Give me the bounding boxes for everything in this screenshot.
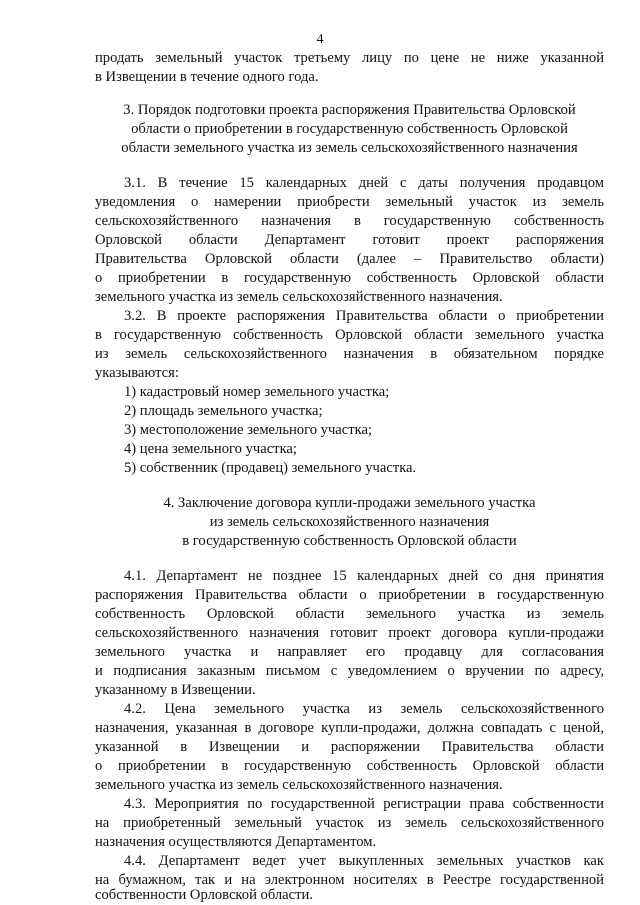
paragraph-4-1-line: 4.1. Департамент не позднее 15 календарных дней со дня принятия	[124, 568, 604, 584]
paragraph-4-1-line: распоряжения Правительства области о приобретении в государственную	[95, 587, 604, 603]
paragraph-4-4-line: собственности Орловской области.	[95, 887, 313, 903]
paragraph-3-1-line: 3.1. В течение 15 календарных дней с даты получения продавцом	[124, 175, 604, 191]
paragraph-4-2-line: назначения, указанная в договоре купли-продажи, должна совпадать с ценой,	[95, 720, 604, 736]
paragraph-4-3-line: на приобретенный земельный участок из земель сельскохозяйственного	[95, 815, 604, 831]
paragraph-4-1-line: собственность Орловской области земельного участка из земель	[95, 606, 604, 622]
paragraph-4-2-line: земельного участка из земель сельскохозяйственного назначения.	[95, 777, 503, 793]
paragraph-4-3-line: назначения осуществляются Департаментом.	[95, 834, 377, 850]
intro-line: продать земельный участок третьему лицу по цене не ниже указанной	[95, 50, 604, 66]
list-item: 3) местоположение земельного участка;	[124, 422, 373, 438]
paragraph-3-2-line: указываются:	[95, 365, 179, 381]
page-number: 4	[316, 32, 324, 47]
paragraph-3-1-line: Орловской области Департамент готовит проект распоряжения	[95, 232, 604, 248]
paragraph-4-2-line: о приобретении в государственную собственность Орловской области	[95, 758, 604, 774]
paragraph-3-1-line: земельного участка из земель сельскохозяйственного назначения.	[95, 289, 503, 305]
paragraph-3-2-line: 3.2. В проекте распоряжения Правительства области о приобретении	[124, 308, 604, 324]
paragraph-3-1-line: о приобретении в государственную собственность Орловской области	[95, 270, 604, 286]
list-item: 2) площадь земельного участка;	[124, 403, 323, 419]
paragraph-3-1-line: Правительства Орловской области (далее – Правительство области)	[95, 251, 604, 267]
section4-heading-line: из земель сельскохозяйственного назначения	[209, 514, 490, 530]
section3-heading-line: 3. Порядок подготовки проекта распоряжения Правительства Орловской	[123, 102, 576, 118]
paragraph-3-1-line: сельскохозяйственного назначения в государственную собственность	[95, 213, 604, 229]
paragraph-4-2-line: указанной в Извещении и распоряжении Правительства области	[95, 739, 604, 755]
paragraph-4-1-line: сельскохозяйственного назначения готовит проект договора купли-продажи	[95, 625, 604, 641]
paragraph-4-1-line: земельного участка и направляет его продавцу для согласования	[95, 644, 604, 660]
paragraph-4-1-line: и подписания заказным письмом с уведомлением о вручении по адресу,	[95, 663, 604, 679]
paragraph-4-2-line: 4.2. Цена земельного участка из земель сельскохозяйственного	[124, 701, 604, 717]
intro-line: в Извещении в течение одного года.	[95, 69, 319, 85]
paragraph-3-2-line: в государственную собственность Орловской области земельного участка	[95, 327, 604, 343]
section4-heading-line: 4. Заключение договора купли-продажи земельного участка	[163, 495, 536, 511]
paragraph-4-1-line: указанному в Извещении.	[95, 682, 256, 698]
list-item: 5) собственник (продавец) земельного участка.	[124, 460, 417, 476]
paragraph-4-4-line: 4.4. Департамент ведет учет выкупленных земельных участков как	[124, 853, 604, 869]
paragraph-4-3-line: 4.3. Мероприятия по государственной регистрации права собственности	[124, 796, 604, 812]
section3-heading-line: области о приобретении в государственную собственность Орловской	[131, 121, 568, 137]
list-item: 4) цена земельного участка;	[124, 441, 297, 457]
list-item: 1) кадастровый номер земельного участка;	[124, 384, 390, 400]
paragraph-3-1-line: уведомления о намерении приобрести земельный участок из земель	[95, 194, 604, 210]
section3-heading-line: области земельного участка из земель сельскохозяйственного назначения	[121, 140, 578, 156]
section4-heading-line: в государственную собственность Орловской области	[182, 533, 517, 549]
paragraph-3-2-line: из земель сельскохозяйственного назначения в обязательном порядке	[95, 346, 604, 362]
paragraph-4-4-line: на бумажном, так и на электронном носителях в Реестре государственной	[95, 872, 604, 888]
